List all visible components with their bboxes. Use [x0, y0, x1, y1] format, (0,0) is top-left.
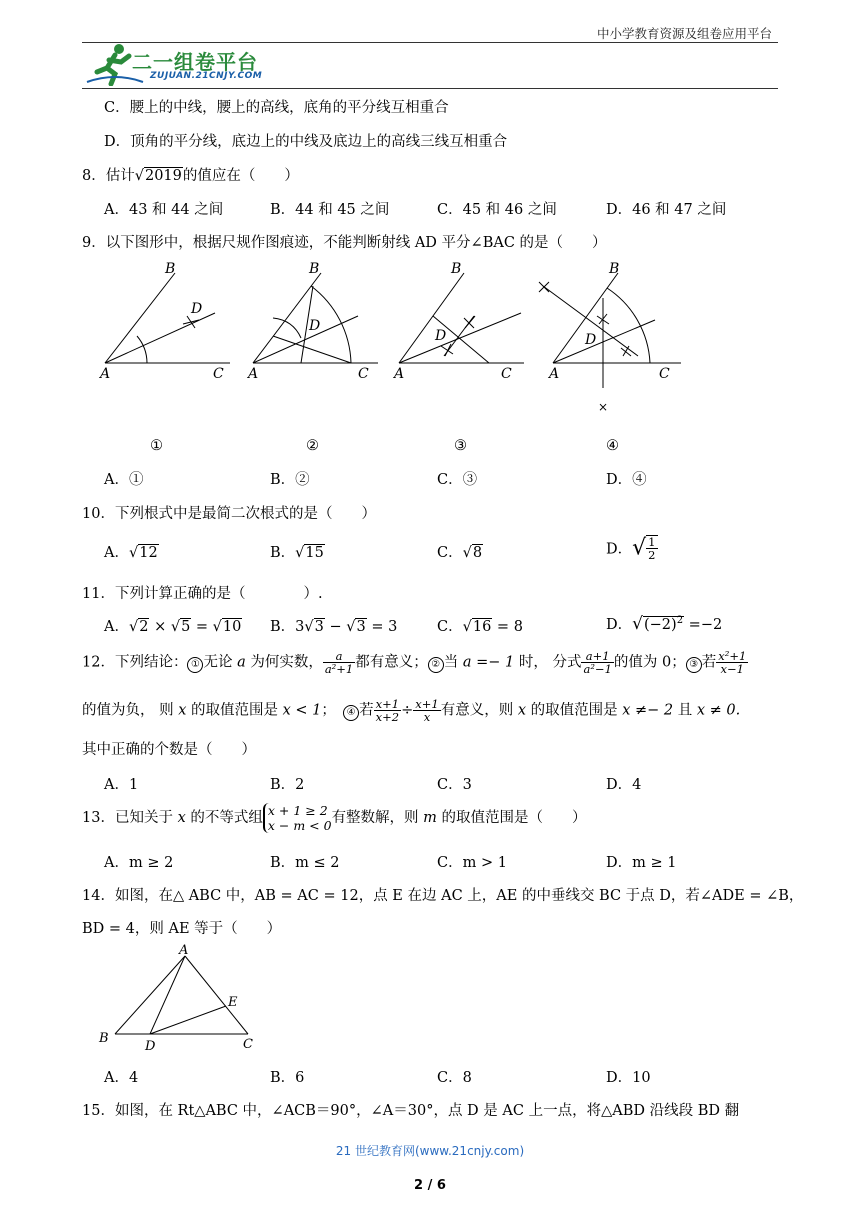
- fig3-label-b: B: [451, 261, 462, 277]
- q8-option-c: C．45 和 46 之间: [437, 202, 557, 218]
- q8-option-a: A．43 和 44 之间: [104, 202, 224, 218]
- q7-option-d: D．顶角的平分线，底边上的中线及底边上的高线三线互相重合: [104, 134, 508, 150]
- fig1-label-a: A: [100, 366, 111, 382]
- fig1-label-c: C: [213, 366, 224, 382]
- q8-stem-post: 的值应在（ ）: [182, 168, 299, 184]
- fig2-label-a: A: [248, 366, 259, 382]
- fig3-label-c: C: [501, 366, 512, 382]
- q14-label-d: D: [145, 1039, 156, 1054]
- q14-figure: [95, 942, 265, 1054]
- platform-name: 中小学教育资源及组卷应用平台: [596, 26, 772, 41]
- fig4-label-a: A: [549, 366, 560, 382]
- q13-stem: 13．已知关于 x 的不等式组 x + 1 ≥ 2 x − m < 0 有整数解，则 m 的取值范围是（ ）: [82, 803, 587, 833]
- q12-line-3: 其中正确的个数是（ ）: [82, 742, 256, 758]
- fig4-label-d: D: [585, 332, 597, 348]
- q14-option-d: D．10: [606, 1070, 651, 1086]
- q9-fig-label-1: ①: [150, 438, 163, 454]
- q9-stem: 9．以下图形中，根据尺规作图痕迹，不能判断射线 AD 平分∠BAC 的是（ ）: [82, 235, 607, 251]
- q13-option-d: D．m ≥ 1: [606, 855, 677, 871]
- fig4-label-c: C: [659, 366, 670, 382]
- q10-option-a: A．√12: [104, 545, 158, 561]
- q12-option-b: B．2: [270, 777, 305, 793]
- fig4-bottom-mark: ×: [598, 400, 609, 414]
- q12-option-c: C．3: [437, 777, 472, 793]
- q9-option-a: A．①: [104, 472, 144, 488]
- q8-stem-pre: 8．估计: [82, 168, 135, 184]
- q9-option-d: D．④: [606, 472, 647, 488]
- q14-option-c: C．8: [437, 1070, 472, 1086]
- q11-option-c: C．√16 = 8: [437, 619, 523, 635]
- q11-option-d: D．$√(-2)^2 =-2$: [606, 614, 723, 634]
- q14-label-c: C: [243, 1037, 253, 1052]
- fig3-label-a: A: [394, 366, 405, 382]
- q14-option-b: B．6: [270, 1070, 305, 1086]
- q11-stem: 11．下列计算正确的是（ ）.: [82, 586, 323, 602]
- q9-figure-3: [392, 261, 524, 382]
- q9-option-c: C．③: [437, 472, 478, 488]
- q9-figure-4: [539, 261, 681, 388]
- q12-option-a: A．1: [104, 777, 139, 793]
- q14-label-e: E: [228, 995, 238, 1010]
- q13-option-b: B．m ≤ 2: [270, 855, 340, 871]
- q10-option-d: D．√ $\frac{1}{2}$: [606, 535, 656, 562]
- q14-label-a: A: [179, 943, 189, 958]
- q14-line-2: BD = 4，则 AE 等于（ ）: [82, 921, 282, 937]
- fig1-label-d: D: [191, 301, 203, 317]
- q12-option-d: D．4: [606, 777, 642, 793]
- q8-option-d: D．46 和 47 之间: [606, 202, 727, 218]
- q8-option-b: B．44 和 45 之间: [270, 202, 390, 218]
- q9-option-b: B．②: [270, 472, 310, 488]
- q9-figures: [95, 258, 695, 388]
- q10-option-c: C．√8: [437, 545, 483, 561]
- q8-radicand: 2019: [144, 168, 182, 184]
- fig1-label-b: B: [165, 261, 176, 277]
- q13-option-c: C．m > 1: [437, 855, 507, 871]
- q11-option-b: B．3√3 − √3 = 3: [270, 619, 398, 635]
- fig3-label-d: D: [435, 328, 447, 344]
- q12-line-1: 12．下列结论： ① 无论 a 为何实数， $\frac{a}{\text{a²+1}}$ 都有意义； ② 当 a =− 1 时， 分式 $\frac{a+1}{\text{a²−1}}$ 的值为 0； ③ 若 $\frac{\text{x²+1}}{x-1}$: [82, 649, 747, 676]
- q9-fig-label-3: ③: [454, 438, 467, 454]
- q15-line-1: 15．如图，在 Rt△ABC 中，∠ACB＝90°，∠A＝30°，点 D 是 AC 上一点，将△ABD 沿线段 BD 翻: [82, 1103, 740, 1119]
- q10-option-b: B．√15: [270, 545, 324, 561]
- page-number: 2 / 6: [414, 1178, 446, 1193]
- q14-label-b: B: [99, 1031, 109, 1046]
- header-rule-bottom: [82, 88, 778, 89]
- fig2-label-d: D: [309, 318, 321, 334]
- q12-line-2: 的值为负， 则 x 的取值范围是 x < 1； ④ 若 $\frac{x+1}{x+2}$ ÷ $\frac{x+1}{x}$ 有意义，则 x 的取值范围是 x ≠− 2 且 x ≠ 0.: [82, 697, 741, 724]
- q14-option-a: A．4: [104, 1070, 139, 1086]
- q14-line-1: 14．如图，在△ ABC 中，AB = AC = 12，点 E 在边 AC 上，AE 的中垂线交 BC 于点 D，若∠ADE = ∠B，: [82, 888, 804, 904]
- footer-link[interactable]: 21 世纪教育网(www.21cnjy.com): [335, 1144, 525, 1158]
- logo-subtitle: ZUJUAN.21CNJY.COM: [150, 71, 263, 81]
- q7-option-c: C．腰上的中线，腰上的高线，底角的平分线互相重合: [104, 100, 449, 116]
- q9-figure-1: [98, 261, 230, 382]
- fig2-label-c: C: [358, 366, 369, 382]
- fig2-label-b: B: [309, 261, 320, 277]
- q13-option-a: A．m ≥ 2: [104, 855, 174, 871]
- q9-fig-label-4: ④: [606, 438, 619, 454]
- q9-fig-label-2: ②: [306, 438, 319, 454]
- logo-title: 二一组卷平台: [132, 50, 258, 74]
- q11-option-a: A．√2 × √5 = √10: [104, 619, 242, 635]
- q8-stem: 8．估计√2019的值应在（ ）: [82, 168, 299, 184]
- q10-stem: 10．下列根式中是最简二次根式的是（ ）: [82, 506, 376, 522]
- q9-figure-2: [246, 261, 378, 382]
- fig4-label-b: B: [609, 261, 620, 277]
